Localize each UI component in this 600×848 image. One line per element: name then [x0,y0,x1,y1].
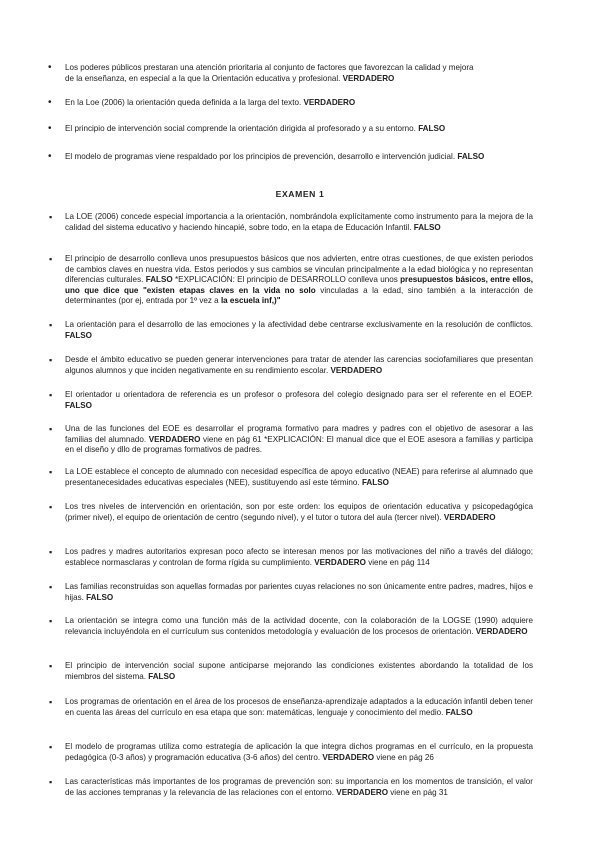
item-text: El modelo de programas utiliza como estrategia de aplicación la que integra dichos programas en el currículo, en la propuesta pedagógica (0-3 años) y programación educativa (3-6 años) del centro. [65,742,533,762]
item-text: Los programas de orientación en el área de los procesos de enseñanza-aprendizaje adaptados a la educación infantil deben tener en cuenta las áreas del currículo en esa etapa que son: matemáticas, lenguaje y conocimiento del medio. [65,697,533,717]
verdict: FALSO [65,400,92,410]
bullet-icon: ▪ [49,502,53,512]
explanation-emphasis: la escuela inf,)" [220,296,281,306]
list-item [49,742,533,763]
verdict: VERDADERO [148,434,201,444]
item-text: de la enseñanza, en especial a la que la Orientación educativa y profesional. [65,73,341,83]
bullet-icon: ▪ [49,742,53,752]
list-item [49,697,533,718]
verdict: FALSO [361,477,389,487]
item-text: La orientación para el desarrollo de las emociones y la afectividad debe centrarse exclusivamente en la resolución de conflictos. [65,320,533,329]
bullet-icon: ▪ [49,661,53,671]
verdict: FALSO [413,222,441,232]
bullet-icon: ▪ [49,547,53,557]
item-text: El modelo de programas viene respaldado por los principios de prevención, desarrollo e intervención judicial. [65,152,456,161]
verdict: VERDADERO [475,626,528,636]
item-text: El principio de intervención social supone anticiparse mejorando las condiciones existentes abordando la totalidad de los miembros del sistema. [65,661,533,681]
bullet-icon: ▪ [49,212,53,222]
verdict: VERDADERO [336,787,389,797]
item-text: El orientador u orientadora de referencia es un profesor o profesora del colegio designado para ser el referente en el EOEP. [65,390,533,399]
bullet-icon: ▪ [49,390,53,400]
item-text: La LOE establece el concepto de alumnado con necesidad específica de apoyo educativo (NEAE) para referirse al alumnado que presentanecesidades educativas especiales (NEE), sustituyendo así este término. [65,467,533,487]
verdict: FALSO [457,152,485,161]
explanation: también a la interacción de determinantes (por ej, entrada por 1º vez a [65,285,534,306]
note: viene en pág 114 [365,557,430,567]
verdict: FALSO [145,275,173,285]
verdict: FALSO [86,592,114,602]
explanation: *EXPLICACIÓN: El principio de DESARROLLO conlleva unos [175,275,398,285]
explanation: vinculadas a la edad, sino [315,285,423,295]
item-text: Una de las funciones del EOE es desarrollar el programa formativo para madres y padres con el objetivo de asesorar a las familias del alumnado. [65,424,533,444]
list-item [48,62,535,84]
note: viene en pág 26 [374,752,434,762]
list-item [49,424,534,456]
bullet-icon: • [48,151,52,162]
verdict: FALSO [148,671,176,681]
item-text: Los tres niveles de intervención en orientación, son por este orden: los equipos de orientación educativa y psicopedagógica (primer nivel), el equipo de orientación de centro (segundo nivel), y el tutor o tutora del aula (tercer nivel). [65,502,533,522]
verdict: VERDADERO [330,365,383,375]
verdict: VERDADERO [342,73,395,83]
bullet-icon: • [48,97,52,108]
list-item [48,97,535,109]
explanation-emphasis: presupuestos básicos, entre ellos, uno que dice que "existen etapas claves en la vida no solo [65,275,534,295]
verdict: FALSO [418,124,446,133]
bullet-icon: ▪ [49,254,53,264]
note: viene en pág 61 *EXPLICACIÓN: El manual dice que el EOE asesora a familias y participa en el diseño y dllo de programas formativos de padres. [65,434,534,455]
list-item [49,582,533,603]
list-item [49,547,533,568]
verdict: VERDADERO [322,752,375,762]
item-text: Los poderes públicos prestaran una atención prioritaria al conjunto de factores que favorezcan la calidad y mejora [65,63,474,72]
item-text: La LOE (2006) concede especial importancia a la orientación, nombrándola explícitamente como instrumento para la mejora de la calidad del sistema educativo y haciendo hincapié, sobre todo, en la etapa de Educación Infantil. [65,212,533,232]
verdict: FALSO [445,707,473,717]
list-item [48,151,545,163]
item-text: En la Loe (2006) la orientación queda definida a la larga del texto. [65,98,302,107]
bullet-icon: ▪ [49,320,53,330]
section-heading: EXAMEN 1 [275,189,325,199]
item-text: El principio de intervención social comprende la orientación dirigida al profesorado y a su entorno. [65,124,416,133]
list-item [49,212,533,233]
item-text: Las características más importantes de los programas de prevención son: su importancia en los momentos de transición, el valor de las acciones tempranas y la relevancia de las relaciones con el entorno. [65,777,533,797]
bullet-icon: ▪ [49,424,53,434]
list-item [49,777,533,798]
item-text: La orientación se integra como una función más de la actividad docente, con la colaboración de la LOGSE (1990) adquiere relevancia incluyéndola en el currículum sus contenidos metodología y evaluación de los procesos de orientación. [65,616,533,636]
item-text: Las familias reconstruidas son aquellas formadas por parientes cuyas relaciones no son únicamente entre padres, madres, hijos e hijas. [65,582,533,602]
list-item [49,616,533,637]
note: viene en pág 31 [388,787,448,797]
verdict: VERDADERO [314,557,366,567]
list-item [48,123,535,135]
bullet-icon: ▪ [49,616,53,626]
bullet-icon: ▪ [49,582,53,592]
bullet-icon: ▪ [49,467,53,477]
bullet-icon: ▪ [49,777,53,787]
bullet-icon: ▪ [49,355,53,365]
list-item [49,320,533,341]
list-item [49,467,533,488]
item-text: Desde el ámbito educativo se pueden generar intervenciones para tratar de atender las carencias sociofamiliares que presentan algunos alumnos y que inciden negativamente en su rendimiento escolar. [65,355,533,375]
verdict: VERDADERO [443,512,496,522]
list-item [49,661,533,682]
bullet-icon: • [48,62,52,73]
list-item [49,254,534,307]
verdict: VERDADERO [303,98,356,107]
item-text: El principio de desarrollo conlleva unos presupuestos básicos que nos advierten, entre otras cuestiones, de que existen periodos de cambios claves en nuestra vida. Estos periodos y sus cambios se vinculan principalmente a la edad biológica y no representan diferencias culturales. [65,254,533,285]
item-text: Los padres y madres autoritarios expresan poco afecto se interesan menos por las motivaciones del niño a través del diálogo; establece normasclaras y controlan de forma rígida su cumplimiento. [65,547,533,567]
list-item [49,355,533,376]
bullet-icon: • [48,123,52,134]
list-item [49,502,533,523]
list-item [49,390,533,411]
verdict: FALSO [65,330,92,340]
bullet-icon: ▪ [49,697,53,707]
